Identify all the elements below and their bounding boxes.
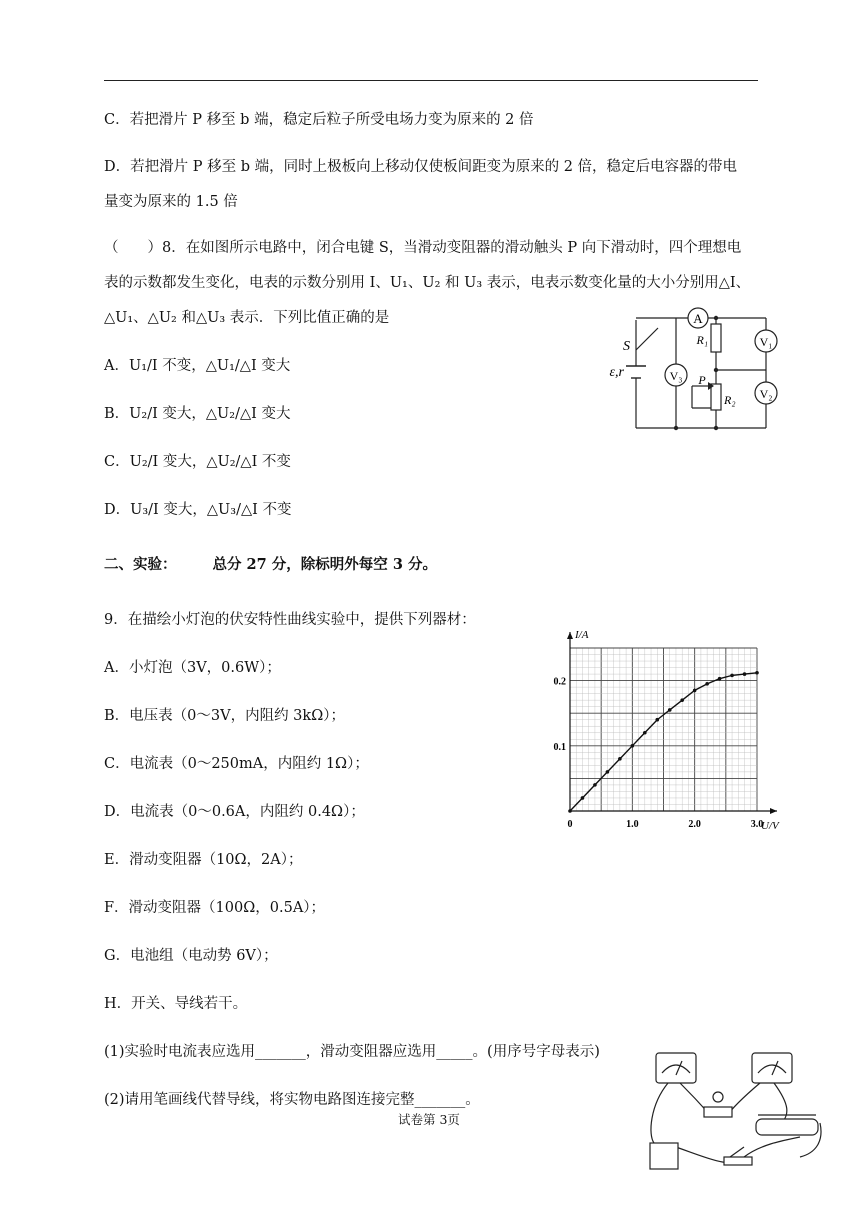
lamp-icon xyxy=(704,1092,732,1117)
data-point xyxy=(718,677,722,681)
header-rule xyxy=(104,80,758,81)
q9-item-b: B．电压表（0～3V，内阻约 3kΩ）； xyxy=(104,708,345,724)
data-point xyxy=(643,731,647,735)
data-point xyxy=(693,689,697,693)
data-point xyxy=(568,809,572,813)
q7-option-d-line2: 量变为原来的 1.5 倍 xyxy=(104,194,238,210)
q8-option-a: A．U₁/I 不变，△U₁/△I 变大 xyxy=(104,358,291,374)
y-tick-label: 0.2 xyxy=(553,676,566,688)
rheostat-icon xyxy=(756,1115,818,1135)
circuit-label-r1: R₁ xyxy=(696,333,708,347)
battery-icon xyxy=(650,1143,678,1169)
q8-stem-line3: △U₁、△U₂ 和△U₃ 表示．下列比值正确的是 xyxy=(104,310,390,326)
section-2-heading xyxy=(104,555,437,575)
data-point xyxy=(668,708,672,712)
q9-item-a: A．小灯泡（3V，0.6W）； xyxy=(104,660,281,676)
x-tick-label: 1.0 xyxy=(626,819,639,830)
circuit-label-r2: R₂ xyxy=(724,393,736,407)
circuit-label-v2: V₂ xyxy=(759,387,773,401)
data-point xyxy=(755,671,759,675)
circuit-label-switch: S xyxy=(623,339,630,354)
circuit-label-v3: V₃ xyxy=(669,369,683,383)
section-2-note: 总分 27 分，除标明外每空 3 分。 xyxy=(212,556,437,573)
ammeter-icon xyxy=(752,1053,792,1083)
q8-option-d: D．U₃/I 变大，△U₃/△I 不变 xyxy=(104,502,292,518)
y-tick-label: 0.1 xyxy=(553,741,566,753)
q9-item-g: G．电池组（电动势 6V）； xyxy=(104,948,278,964)
data-point xyxy=(606,770,610,774)
q8-option-b: B．U₂/I 变大，△U₂/△I 变大 xyxy=(104,406,291,422)
circuit-label-slider: P xyxy=(698,373,706,387)
switch-icon xyxy=(724,1147,752,1165)
q9-sub-question-1: (1)实验时电流表应选用_______，滑动变阻器应选用_____。(用序号字母表示) xyxy=(104,1044,600,1060)
chart-axes xyxy=(567,632,777,814)
data-point xyxy=(680,698,684,702)
data-point xyxy=(655,718,659,722)
data-point xyxy=(743,672,747,676)
q8-circuit-diagram xyxy=(598,300,778,435)
section-2-title: 二、实验： xyxy=(104,556,177,573)
q9-item-c: C．电流表（0～250mA，内阻约 1Ω）； xyxy=(104,756,369,772)
chart-grid xyxy=(570,648,757,811)
voltmeter-icon xyxy=(656,1053,696,1083)
circuit-label-battery: ε,r xyxy=(609,365,624,380)
q9-intro: 9．在描绘小灯泡的伏安特性曲线实验中，提供下列器材： xyxy=(104,612,476,628)
chart-x-axis-label: U/V xyxy=(761,820,779,832)
iu-characteristic-chart xyxy=(545,628,795,833)
q9-item-f: F．滑动变阻器（100Ω，0.5A）； xyxy=(104,900,326,916)
chart-tick-labels xyxy=(554,677,764,830)
circuit-label-ammeter: A xyxy=(693,311,703,326)
x-tick-label: 0 xyxy=(567,819,573,830)
q7-option-d-line1: D．若把滑片 P 移至 b 端，同时上极板向上移动仅使板间距变为原来的 2 倍，稳定后电容器的带电 xyxy=(104,159,738,175)
q9-item-e: E．滑动变阻器（10Ω，2A）； xyxy=(104,852,303,868)
q9-item-h: H．开关、导线若干。 xyxy=(104,996,248,1012)
data-point xyxy=(730,674,734,678)
q9-item-d: D．电流表（0～0.6A，内阻约 0.4Ω）； xyxy=(104,804,365,820)
page-footer: 试卷第 3页 xyxy=(398,1112,460,1127)
q9-sub-question-2: (2)请用笔画线代替导线，将实物电路图连接完整_______。 xyxy=(104,1092,480,1108)
data-point xyxy=(593,783,597,787)
q8-stem-line2: 表的示数都发生变化，电表的示数分别用 I、U₁、U₂ 和 U₃ 表示，电表示数变化量的大小分别用△I、 xyxy=(104,275,751,291)
y-axis-arrow xyxy=(567,632,573,639)
x-tick-label: 3.0 xyxy=(750,819,764,830)
circuit-label-v1: V₁ xyxy=(759,335,773,349)
x-tick-label: 2.0 xyxy=(688,819,701,830)
q8-stem-line1: （ ）8．在如图所示电路中，闭合电键 S，当滑动变阻器的滑动触头 P 向下滑动时，四个理想电 xyxy=(104,240,742,256)
q8-option-c: C．U₂/I 变大，△U₂/△I 不变 xyxy=(104,454,291,470)
x-axis-arrow xyxy=(770,808,777,814)
data-point xyxy=(618,757,622,761)
apparatus-diagram xyxy=(640,1045,825,1175)
data-point xyxy=(581,796,585,800)
q7-option-c: C．若把滑片 P 移至 b 端，稳定后粒子所受电场力变为原来的 2 倍 xyxy=(104,112,534,128)
data-point xyxy=(631,744,635,748)
data-point xyxy=(705,682,709,686)
chart-y-axis-label: I/A xyxy=(575,629,589,641)
